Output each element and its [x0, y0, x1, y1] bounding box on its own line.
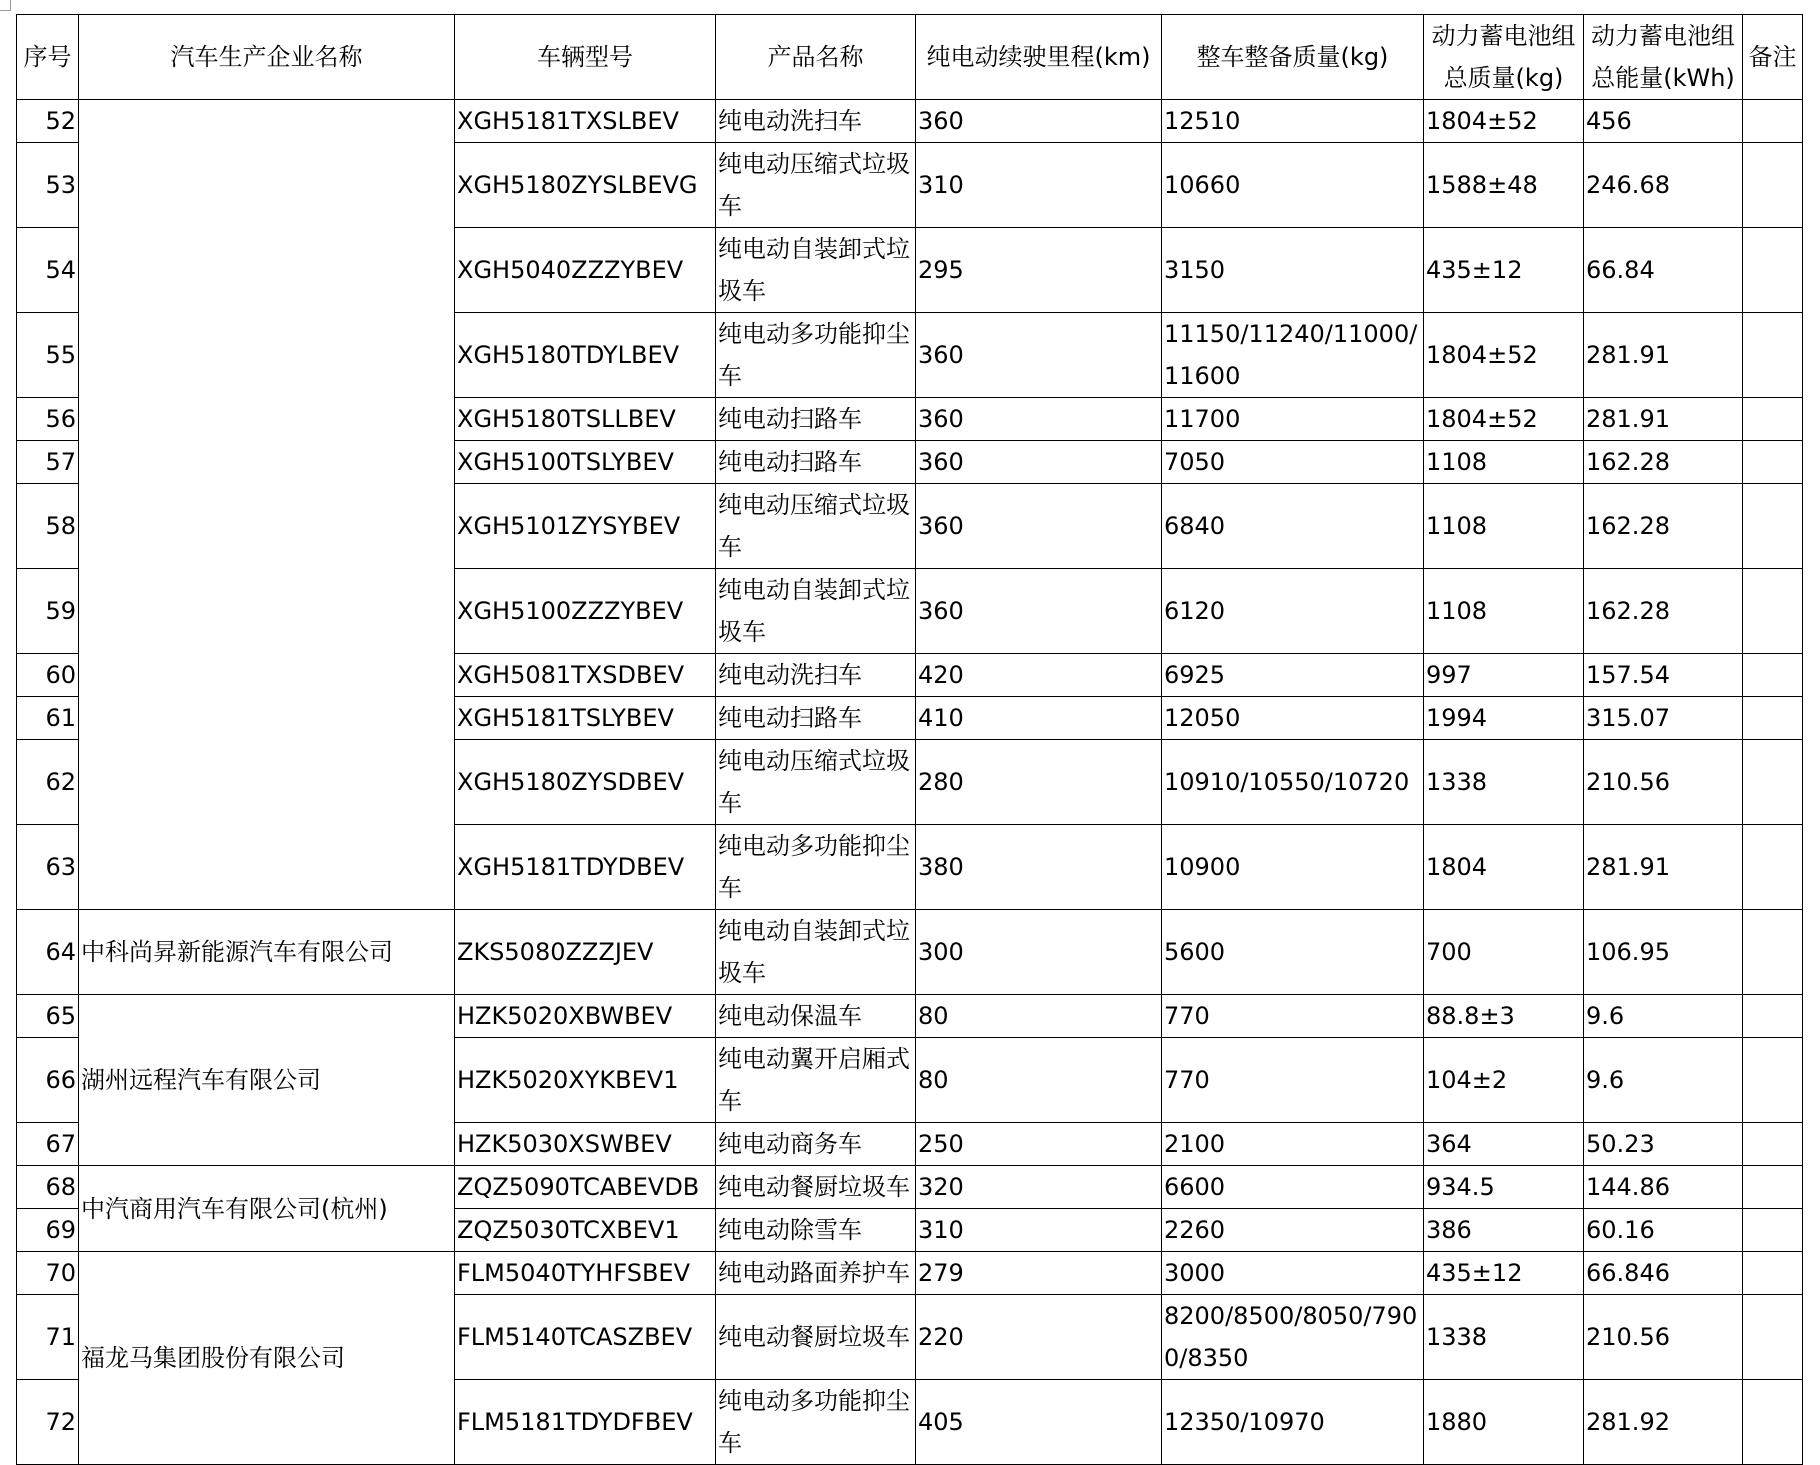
battery-energy-cell: 315.07 [1584, 697, 1743, 740]
vehicle-catalog-table [16, 14, 1803, 1465]
seq-cell: 52 [17, 100, 79, 143]
battery-mass-cell: 1338 [1424, 1295, 1584, 1380]
battery-mass-cell: 435±12 [1424, 228, 1584, 313]
seq-cell: 65 [17, 995, 79, 1038]
note-cell [1743, 1038, 1803, 1123]
header-range: 纯电动续驶里程(km) [916, 15, 1162, 100]
header-seq: 序号 [17, 15, 79, 100]
vehicle-model-cell: XGH5040ZZZYBEV [455, 228, 716, 313]
product-name-cell: 纯电动商务车 [716, 1123, 916, 1166]
vehicle-model-cell: HZK5020XBWBEV [455, 995, 716, 1038]
range-cell: 300 [916, 910, 1162, 995]
curb-mass-cell: 6840 [1162, 484, 1424, 569]
product-name-cell: 纯电动餐厨垃圾车 [716, 1166, 916, 1209]
range-cell: 310 [916, 143, 1162, 228]
product-name-cell: 纯电动自装卸式垃圾车 [716, 569, 916, 654]
vehicle-model-cell: ZQZ5030TCXBEV1 [455, 1209, 716, 1252]
range-cell: 360 [916, 398, 1162, 441]
note-cell [1743, 313, 1803, 398]
vehicle-model-cell: XGH5180TDYLBEV [455, 313, 716, 398]
page-corner-mark [0, 0, 11, 11]
note-cell [1743, 143, 1803, 228]
note-cell [1743, 100, 1803, 143]
battery-energy-cell: 162.28 [1584, 569, 1743, 654]
header-battery-mass: 动力蓄电池组总质量(kg) [1424, 15, 1584, 100]
range-cell: 280 [916, 740, 1162, 825]
battery-energy-cell: 456 [1584, 100, 1743, 143]
battery-energy-cell: 210.56 [1584, 740, 1743, 825]
note-cell [1743, 441, 1803, 484]
product-name-cell: 纯电动扫路车 [716, 697, 916, 740]
product-name-cell: 纯电动除雪车 [716, 1209, 916, 1252]
seq-cell: 62 [17, 740, 79, 825]
battery-energy-cell: 157.54 [1584, 654, 1743, 697]
battery-mass-cell: 1108 [1424, 484, 1584, 569]
battery-mass-cell: 1804±52 [1424, 100, 1584, 143]
seq-cell: 56 [17, 398, 79, 441]
battery-mass-cell: 1108 [1424, 441, 1584, 484]
battery-mass-cell: 1588±48 [1424, 143, 1584, 228]
curb-mass-cell: 8200/8500/8050/7900/8350 [1162, 1295, 1424, 1380]
curb-mass-cell: 10910/10550/10720 [1162, 740, 1424, 825]
company-name-cell: 中汽商用汽车有限公司(杭州) [79, 1166, 455, 1252]
curb-mass-cell: 2100 [1162, 1123, 1424, 1166]
seq-cell: 57 [17, 441, 79, 484]
range-cell: 279 [916, 1252, 1162, 1295]
battery-energy-cell: 9.6 [1584, 995, 1743, 1038]
seq-cell: 58 [17, 484, 79, 569]
curb-mass-cell: 11150/11240/11000/11600 [1162, 313, 1424, 398]
vehicle-model-cell: FLM5140TCASZBEV [455, 1295, 716, 1380]
seq-cell: 53 [17, 143, 79, 228]
battery-mass-cell: 1804±52 [1424, 398, 1584, 441]
note-cell [1743, 228, 1803, 313]
curb-mass-cell: 770 [1162, 1038, 1424, 1123]
table-row [17, 100, 1803, 143]
product-name-cell: 纯电动扫路车 [716, 441, 916, 484]
note-cell [1743, 654, 1803, 697]
company-name-cell: 中科尚昇新能源汽车有限公司 [79, 910, 455, 995]
table-row [17, 1252, 1803, 1295]
product-name-cell: 纯电动多功能抑尘车 [716, 825, 916, 910]
product-name-cell: 纯电动自装卸式垃圾车 [716, 228, 916, 313]
battery-mass-cell: 1338 [1424, 740, 1584, 825]
battery-energy-cell: 281.92 [1584, 1380, 1743, 1465]
battery-mass-cell: 934.5 [1424, 1166, 1584, 1209]
curb-mass-cell: 12510 [1162, 100, 1424, 143]
seq-cell: 61 [17, 697, 79, 740]
seq-cell: 70 [17, 1252, 79, 1295]
battery-mass-cell: 386 [1424, 1209, 1584, 1252]
product-name-cell: 纯电动多功能抑尘车 [716, 1380, 916, 1465]
vehicle-model-cell: XGH5180ZYSLBEVG [455, 143, 716, 228]
vehicle-model-cell: ZKS5080ZZZJEV [455, 910, 716, 995]
vehicle-model-cell: FLM5040TYHFSBEV [455, 1252, 716, 1295]
product-name-cell: 纯电动餐厨垃圾车 [716, 1295, 916, 1380]
battery-mass-cell: 1804 [1424, 825, 1584, 910]
seq-cell: 68 [17, 1166, 79, 1209]
battery-energy-cell: 246.68 [1584, 143, 1743, 228]
curb-mass-cell: 3150 [1162, 228, 1424, 313]
curb-mass-cell: 5600 [1162, 910, 1424, 995]
header-note: 备注 [1743, 15, 1803, 100]
battery-energy-cell: 60.16 [1584, 1209, 1743, 1252]
header-battery-energy: 动力蓄电池组总能量(kWh) [1584, 15, 1743, 100]
curb-mass-cell: 6600 [1162, 1166, 1424, 1209]
curb-mass-cell: 2260 [1162, 1209, 1424, 1252]
note-cell [1743, 697, 1803, 740]
battery-mass-cell: 1108 [1424, 569, 1584, 654]
vehicle-model-cell: XGH5180ZYSDBEV [455, 740, 716, 825]
seq-cell: 63 [17, 825, 79, 910]
table-row [17, 995, 1803, 1038]
vehicle-model-cell: XGH5081TXSDBEV [455, 654, 716, 697]
battery-energy-cell: 162.28 [1584, 484, 1743, 569]
seq-cell: 71 [17, 1295, 79, 1380]
range-cell: 220 [916, 1295, 1162, 1380]
vehicle-model-cell: ZQZ5090TCABEVDB [455, 1166, 716, 1209]
note-cell [1743, 1209, 1803, 1252]
note-cell [1743, 569, 1803, 654]
table-row [17, 1166, 1803, 1209]
curb-mass-cell: 6925 [1162, 654, 1424, 697]
product-name-cell: 纯电动洗扫车 [716, 100, 916, 143]
range-cell: 380 [916, 825, 1162, 910]
seq-cell: 54 [17, 228, 79, 313]
range-cell: 405 [916, 1380, 1162, 1465]
product-name-cell: 纯电动压缩式垃圾车 [716, 740, 916, 825]
battery-energy-cell: 162.28 [1584, 441, 1743, 484]
battery-energy-cell: 281.91 [1584, 313, 1743, 398]
product-name-cell: 纯电动压缩式垃圾车 [716, 143, 916, 228]
header-model: 车辆型号 [455, 15, 716, 100]
range-cell: 80 [916, 995, 1162, 1038]
seq-cell: 64 [17, 910, 79, 995]
battery-mass-cell: 435±12 [1424, 1252, 1584, 1295]
battery-energy-cell: 281.91 [1584, 398, 1743, 441]
battery-mass-cell: 1880 [1424, 1380, 1584, 1465]
range-cell: 250 [916, 1123, 1162, 1166]
range-cell: 310 [916, 1209, 1162, 1252]
curb-mass-cell: 12050 [1162, 697, 1424, 740]
range-cell: 360 [916, 441, 1162, 484]
battery-mass-cell: 88.8±3 [1424, 995, 1584, 1038]
note-cell [1743, 1252, 1803, 1295]
battery-energy-cell: 210.56 [1584, 1295, 1743, 1380]
product-name-cell: 纯电动自装卸式垃圾车 [716, 910, 916, 995]
vehicle-model-cell: HZK5030XSWBEV [455, 1123, 716, 1166]
seq-cell: 72 [17, 1380, 79, 1465]
range-cell: 420 [916, 654, 1162, 697]
battery-mass-cell: 104±2 [1424, 1038, 1584, 1123]
curb-mass-cell: 12350/10970 [1162, 1380, 1424, 1465]
seq-cell: 67 [17, 1123, 79, 1166]
vehicle-model-cell: XGH5100ZZZYBEV [455, 569, 716, 654]
seq-cell: 60 [17, 654, 79, 697]
seq-cell: 59 [17, 569, 79, 654]
vehicle-model-cell: XGH5181TDYDBEV [455, 825, 716, 910]
company-name-cell: 福龙马集团股份有限公司 [79, 1252, 455, 1465]
product-name-cell: 纯电动压缩式垃圾车 [716, 484, 916, 569]
battery-mass-cell: 700 [1424, 910, 1584, 995]
note-cell [1743, 1123, 1803, 1166]
company-name-cell: 湖州远程汽车有限公司 [79, 995, 455, 1166]
header-curb-mass: 整车整备质量(kg) [1162, 15, 1424, 100]
header-company: 汽车生产企业名称 [79, 15, 455, 100]
battery-energy-cell: 106.95 [1584, 910, 1743, 995]
note-cell [1743, 1380, 1803, 1465]
product-name-cell: 纯电动路面养护车 [716, 1252, 916, 1295]
note-cell [1743, 1295, 1803, 1380]
battery-energy-cell: 66.84 [1584, 228, 1743, 313]
curb-mass-cell: 11700 [1162, 398, 1424, 441]
product-name-cell: 纯电动扫路车 [716, 398, 916, 441]
seq-cell: 55 [17, 313, 79, 398]
product-name-cell: 纯电动多功能抑尘车 [716, 313, 916, 398]
range-cell: 295 [916, 228, 1162, 313]
product-name-cell: 纯电动翼开启厢式车 [716, 1038, 916, 1123]
company-name-cell [79, 100, 455, 910]
note-cell [1743, 484, 1803, 569]
seq-cell: 66 [17, 1038, 79, 1123]
battery-energy-cell: 9.6 [1584, 1038, 1743, 1123]
curb-mass-cell: 10900 [1162, 825, 1424, 910]
battery-mass-cell: 364 [1424, 1123, 1584, 1166]
curb-mass-cell: 3000 [1162, 1252, 1424, 1295]
range-cell: 320 [916, 1166, 1162, 1209]
table-header-row [17, 15, 1803, 100]
range-cell: 410 [916, 697, 1162, 740]
battery-mass-cell: 1804±52 [1424, 313, 1584, 398]
battery-energy-cell: 66.846 [1584, 1252, 1743, 1295]
range-cell: 80 [916, 1038, 1162, 1123]
curb-mass-cell: 10660 [1162, 143, 1424, 228]
range-cell: 360 [916, 313, 1162, 398]
note-cell [1743, 910, 1803, 995]
vehicle-model-cell: HZK5020XYKBEV1 [455, 1038, 716, 1123]
vehicle-model-cell: XGH5101ZYSYBEV [455, 484, 716, 569]
range-cell: 360 [916, 569, 1162, 654]
curb-mass-cell: 770 [1162, 995, 1424, 1038]
product-name-cell: 纯电动洗扫车 [716, 654, 916, 697]
vehicle-model-cell: FLM5181TDYDFBEV [455, 1380, 716, 1465]
vehicle-model-cell: XGH5181TSLYBEV [455, 697, 716, 740]
battery-energy-cell: 144.86 [1584, 1166, 1743, 1209]
battery-mass-cell: 997 [1424, 654, 1584, 697]
vehicle-model-cell: XGH5100TSLYBEV [455, 441, 716, 484]
battery-energy-cell: 281.91 [1584, 825, 1743, 910]
note-cell [1743, 825, 1803, 910]
note-cell [1743, 398, 1803, 441]
curb-mass-cell: 6120 [1162, 569, 1424, 654]
table-row [17, 910, 1803, 995]
battery-mass-cell: 1994 [1424, 697, 1584, 740]
product-name-cell: 纯电动保温车 [716, 995, 916, 1038]
header-product: 产品名称 [716, 15, 916, 100]
vehicle-model-cell: XGH5180TSLLBEV [455, 398, 716, 441]
battery-energy-cell: 50.23 [1584, 1123, 1743, 1166]
note-cell [1743, 740, 1803, 825]
vehicle-model-cell: XGH5181TXSLBEV [455, 100, 716, 143]
note-cell [1743, 995, 1803, 1038]
note-cell [1743, 1166, 1803, 1209]
range-cell: 360 [916, 484, 1162, 569]
range-cell: 360 [916, 100, 1162, 143]
seq-cell: 69 [17, 1209, 79, 1252]
curb-mass-cell: 7050 [1162, 441, 1424, 484]
